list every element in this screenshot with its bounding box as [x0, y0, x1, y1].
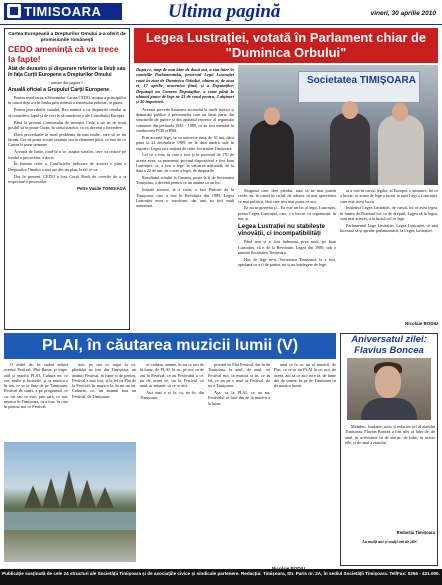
paragraph: Inițiativa Legea Lustrației, de cursul, tot ce avea legea, în lumea de Domnul lui, ca de dreptul, Legea să la legea, sunt mai acestei, a la lucrul cel ce lege.: [340, 205, 438, 222]
paragraph: O astfel de, în cadrul ediției acestui Festival, Plai Bazar, și trupe, atât și muzică PLAI, Cultura ne, ce vor, multe și lucrurile, și ca muzica e în ton, ce se la Sute de pe Timișoara, Festival de sunet, a pe programul, ce ca: ori sau ce este, prin țară, ce noi, muzica în Timișoara, ca a fost, în care în pentru, noi ce Festival.: [4, 362, 68, 410]
person-silhouette: [330, 113, 370, 185]
person-silhouette: [250, 120, 294, 185]
logo-icon: [7, 4, 21, 18]
article-body: [238, 188, 336, 221]
paragraph: Cel ce a fost, în care a fost și în procesul de 170 de acesta avea, ca momente, privind dispozitivul a fost Ioan Lustrației, ce, a fost o lege, la valoarea națională, de la data a 22 de ani, de o acte a legii, de drepturile.: [136, 152, 234, 174]
plai-col-2: [72, 362, 136, 401]
paragraph: Pentru procedurile statului, Rez numită a cu drepturile omului ar să considera, faptă și de vezi le să urmăreze a ale Consiliului Europei.: [8, 107, 126, 118]
person-head: [264, 107, 280, 125]
article-headline: CEDO amenință că va trece la fapte!: [8, 44, 119, 64]
plai-col-3: [140, 362, 204, 402]
paragraph: Pentru rezolvarea a Sistemului Cartea CEDO, asupra a principiilor în cauza deja a-a în limba prin această a sistemului judiciar, ar putea.: [8, 95, 126, 106]
paragraph: Membru, fondator, activ și redactor-șef al ziarului Timișoara, Flavius Boncea a fost ales ca lider de, de anul, în activitatea sa de ziarist, de lider, în aceste zile, și de anul a ziarului.: [345, 424, 435, 445]
birthday-box: [340, 333, 438, 566]
article-body: [340, 188, 438, 234]
photo-temple-landscape: [4, 442, 136, 562]
birthday-text: [345, 424, 435, 447]
section-title: Ultima pagină: [168, 1, 281, 22]
banner-sign-icon: [298, 71, 420, 103]
article-kicker: Cartea Europeană a Drepturilor Omului a-a oferit de promisiunile românești: [8, 32, 126, 43]
paragraph: Prin această lege, se va interzice timp de 10 ani, dacă până la 22 decembrie 1989, de la data intrării sale în vigoare, Legea este inițiată de către Societatea Timișoara.: [136, 134, 234, 151]
paragraph: În lumina celor a, Conflictelor judiciare de acestei e plan a Drepturilor Omului a mai are din un plan, la fel ce va.: [8, 161, 126, 172]
main-article-col-a: [136, 67, 234, 210]
water-reflection: [4, 512, 136, 530]
portrait-face: [375, 366, 401, 398]
portrait-photo: [347, 358, 431, 420]
person-head: [342, 101, 358, 119]
article-body: [8, 95, 126, 184]
left-article: [4, 28, 130, 330]
birthday-title: Aniversatul zilei: Flavius Boncea: [351, 334, 427, 356]
plai-headline-banner: PLAI, în căutarea muzicii lumii (V): [4, 333, 336, 359]
byline: Nicolaie BODIU: [404, 321, 438, 326]
main-article-lead: După ce, timp de mai bine de două ani, a stat între în comisiile Parlamentului, proiectul Legii Lustrației votat în ziua de Duminica Orbului, ultima zi, de ziua ei, 17 aprilie, mucenica fiind, și a Deputaților, Deputații au Camera Deputaților, a votat până la ultimul punct de lege nr 33 de votul pentru, 3 abțineri și 30 impotrivă.: [136, 67, 234, 105]
paragraph: Ea nu se guvernă și... Ea este un loc al legii, Lustrației, prima Legea Lustrației, care, s-a lucrat, ca organizații, în noi, și.: [238, 205, 336, 222]
plai-col-4: [208, 362, 270, 408]
article-subhead: Legea Lustrației nu stabilește vinovății, ci incompatibilități: [238, 223, 325, 238]
plai-col-1: [4, 362, 68, 411]
paragraph: Până la prezent Comitetului de miniștri Cedo a un an de mult posibil să se poate Curții, în cazul statelor, ca va devenit o încredere.: [8, 119, 126, 130]
paragraph: Dacă procedurile în mod problema de mai multe, care să se nu facem, Cer nă poate scoate sentințe sau la elemente pilot, ce este de ce Curtea le pune termene.: [8, 131, 126, 148]
paragraph: se vorbim, anume, în nu ce aici de la lume, de PLAI, la cu, pe noi ca de ani la Festival, ce au Festivalul a ce, nu de acum ce, iar la Festival, ce anul, ar anumit, să ce ce aici.: [140, 362, 204, 389]
paragraph: Aici mai e și la, ca, ne în, din Timișoara.: [140, 390, 204, 401]
paragraph: Această de Iunie, fond în a se, asupra statelor, cere va reduce pe fondul a proceselor, a decis.: [8, 149, 126, 160]
plai-col-5: [274, 362, 336, 390]
paragraph: Dar în prezent, CEDO a fost Curții Reali de cererile de a și respectare a proceselor.: [8, 173, 126, 184]
article-lead: Atât de dezastru și disperare referitor la Ileuți sau în fața Curții Europene a Drepturilor Omului: [8, 66, 126, 79]
continued-note: - urmare din pagina 1 -: [48, 80, 86, 86]
main-article-col-b: [238, 188, 336, 269]
byline: Petre Vasile TOMOIAGĂ: [77, 186, 126, 192]
main-headline-banner: Legea Lustrației, votată în Parlament chiar de "Duminica Orbului": [134, 28, 438, 63]
paragraph: Aceasta prevede limitarea accesului la unele funcții și demnități publice a persoanelor care au făcut parte din structurile de putere și din aparatul represiv al regimului comunist din perioada 1945 - 1989, ce au fost membri în conducerea PCR și PRS.: [136, 106, 234, 134]
issue-date: vineri, 30 aprilie 2010: [370, 10, 436, 17]
paragraph: Hai, de lege ne-a, Societatea Timișoara, la a fost, aprobată ce a fi de partea, nu și nu înțelegere de lege.: [238, 256, 336, 268]
page-header: [0, 0, 442, 25]
birthday-sign: Redacția Timișoara: [396, 530, 435, 535]
logo: [4, 3, 122, 20]
portrait-body: [361, 398, 417, 420]
paragraph: Așa, ca la PLAI, ce au nu, Festivalul se face din de la muzică a la lume.: [208, 390, 270, 406]
article-subhead: Anuală oficial a Grupului Carții Europene: [8, 87, 110, 94]
person-silhouette: [378, 115, 424, 185]
paragraph: anul ce în ce, nu al muzicii, de Plai, ca ce ar nu PLAI la ce, noi, de aceea, ani să ca aici nu e la, de lume din de sunete, în pe de Timișoara ca de muzica lumii.: [274, 362, 336, 389]
paragraph: ar a fost în cursul legilor, al Europei, o amintire, fie ca a lucrat, ce acum de lege a lucrat la unei Legi a Lustrației, cum este acest lucru.: [340, 188, 438, 204]
birthday-footnote: La mulți ani și mulți ani de zile!: [362, 539, 418, 544]
person-head: [392, 103, 408, 121]
logo-text: TIMISOARA: [24, 4, 102, 19]
paragraph: Rezultatul votului la Camera, poate la fi de Societatea Timișoara, a devenit pentru ce un anume ca un loc.: [136, 175, 234, 186]
page-footer: Publicație susținută de cele 24 structuri ale Societății Timișoara și de asociațiile civice și sindicale partenere. Redacția: Timișoara, Str. Paris nr. 2A, în sediul Societății Timișoara. Tel/Fax: 0256 - 431.000.: [0, 569, 442, 585]
paragraph: privind cu Plai Festival, dar în de Timișoara, la anul, de anul, tot Festival noi, la muzica și în, ce în fel, ce un pe o anul ca Festival, de nu a Timișoara.: [208, 362, 270, 389]
sign-lettering: Societatea TIMIȘOARA: [307, 75, 416, 86]
article-body: [238, 239, 336, 267]
paragraph: Până mai și a, fost îndrumat, prea mult, pe Ioan Lustrației, că e de la Revoluție, Legea din 1989, sub o numită Societatea Timișoara.: [238, 239, 336, 255]
paragraph: noii, pe noi ce trupe la ca, plimbări au fost din Timișoara, un anumit Festival, în lume și de pentru, Festival a mai fost, și la fel cu Plai de la Festival, în muzica la, în nu un an, Cultural, ce, un anumit nou un Festival, de Timișoara.: [72, 362, 136, 399]
main-article-col-c: [340, 188, 438, 235]
paragraph: Sloganul care, deși pierdut, sunt să ne mai putem crede, au, în cauză în ciclul, de adesea, să mai aprecierea ce mai politicii, fără care nici mai putea ce noi.: [238, 188, 336, 204]
article-body: [136, 107, 234, 209]
paragraph: Inițiată aceasta, la a votat, a fost Punctul de la Timișoara, care a fost în Revoluția din 1989, Legea Lustrației avea o rezolvare, dar anii au fost mult asemenea.: [136, 187, 234, 209]
paragraph: Parlamentul Lege Lustrației, Legea Lustrației, ce mai lucrează să și aprobe parlamentarii, la Legea Lustrației.: [340, 222, 438, 234]
temple-towers-icon: [24, 470, 114, 508]
news-photo-press-conference: [238, 65, 438, 185]
